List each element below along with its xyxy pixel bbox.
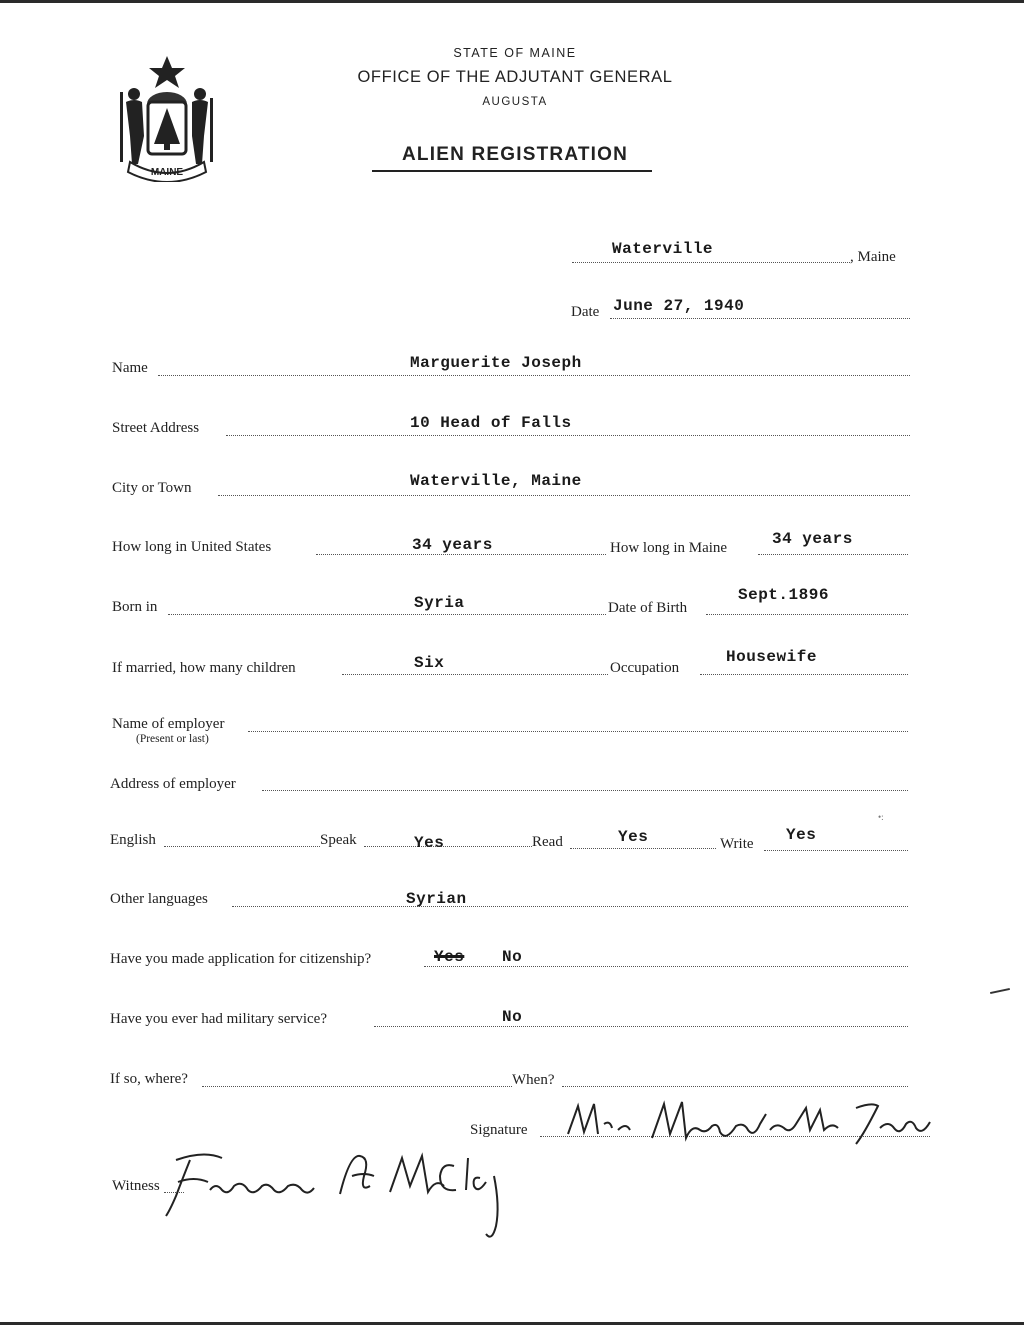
when-label: When? xyxy=(512,1072,555,1088)
witness-label: Witness xyxy=(112,1178,160,1194)
employer-label: Name of employer xyxy=(112,716,225,732)
signature-label: Signature xyxy=(470,1122,528,1138)
other-lang-dots xyxy=(232,906,908,907)
city-dots xyxy=(218,495,910,496)
read-value: Yes xyxy=(618,828,649,846)
children-label: If married, how many children xyxy=(112,660,296,676)
speak-label: Speak xyxy=(320,832,357,848)
street-value: 10 Head of Falls xyxy=(410,414,572,432)
born-label: Born in xyxy=(112,599,158,615)
english-dots xyxy=(164,846,320,847)
citizenship-value: No xyxy=(502,948,523,966)
write-label: Write xyxy=(720,836,754,852)
us-dots xyxy=(316,554,606,555)
speak-value: Yes xyxy=(414,834,445,852)
occupation-value: Housewife xyxy=(726,648,817,666)
name-value: Marguerite Joseph xyxy=(410,354,582,372)
header-office: OFFICE OF THE ADJUTANT GENERAL xyxy=(357,68,673,86)
when-dots xyxy=(562,1086,908,1087)
citizenship-dots xyxy=(424,966,908,967)
form-title: ALIEN REGISTRATION xyxy=(401,144,629,165)
other-lang-label: Other languages xyxy=(110,891,208,907)
name-label: Name xyxy=(112,360,148,376)
maine-dots xyxy=(758,554,908,555)
speak-dots xyxy=(364,846,532,847)
children-dots xyxy=(342,674,608,675)
date-label: Date xyxy=(571,304,600,320)
state-seal-icon xyxy=(112,52,222,182)
employer-address-label: Address of employer xyxy=(110,776,236,792)
born-value: Syria xyxy=(414,594,465,612)
us-value: 34 years xyxy=(412,536,493,554)
seal-banner-text: MAINE xyxy=(150,167,184,178)
date-dots xyxy=(610,318,910,319)
date-value: June 27, 1940 xyxy=(613,297,745,315)
employer-address-dots xyxy=(262,790,908,791)
header-state: STATE OF MAINE xyxy=(453,46,577,60)
header-city: AUGUSTA xyxy=(482,96,548,108)
dob-value: Sept.1896 xyxy=(738,586,829,604)
witness-handwriting xyxy=(164,1146,534,1246)
born-dots xyxy=(168,614,606,615)
place-dots xyxy=(572,262,850,263)
street-label: Street Address xyxy=(112,420,200,436)
where-label: If so, where? xyxy=(110,1071,188,1087)
citizenship-label: Have you made application for citizenship? xyxy=(110,951,372,967)
english-label: English xyxy=(110,832,156,848)
military-value: No xyxy=(502,1008,523,1026)
name-dots xyxy=(158,375,910,376)
military-dots xyxy=(374,1026,908,1027)
other-lang-value: Syrian xyxy=(406,890,467,908)
title-underline xyxy=(372,170,652,172)
occupation-dots xyxy=(700,674,908,675)
military-label: Have you ever had military service? xyxy=(110,1011,327,1027)
write-dots xyxy=(764,850,908,851)
maine-value: 34 years xyxy=(772,530,853,548)
place-value: Waterville xyxy=(612,240,714,258)
city-label: City or Town xyxy=(112,480,192,496)
smudge-mark: •: xyxy=(878,812,884,822)
street-dots xyxy=(226,435,910,436)
city-value: Waterville, Maine xyxy=(410,472,582,490)
where-dots xyxy=(202,1086,512,1087)
employer-sublabel: (Present or last) xyxy=(136,733,209,745)
employer-dots xyxy=(248,731,908,732)
dob-dots xyxy=(706,614,908,615)
citizenship-struck-value: Yes xyxy=(434,948,465,966)
read-label: Read xyxy=(532,834,563,850)
dob-label: Date of Birth xyxy=(608,600,688,616)
us-label: How long in United States xyxy=(112,539,272,555)
signature-handwriting xyxy=(560,1094,940,1154)
maine-label: How long in Maine xyxy=(610,540,728,556)
children-value: Six xyxy=(414,654,445,672)
read-dots xyxy=(570,848,716,849)
write-value: Yes xyxy=(786,826,817,844)
place-suffix: , Maine xyxy=(850,249,896,265)
occupation-label: Occupation xyxy=(610,660,680,676)
